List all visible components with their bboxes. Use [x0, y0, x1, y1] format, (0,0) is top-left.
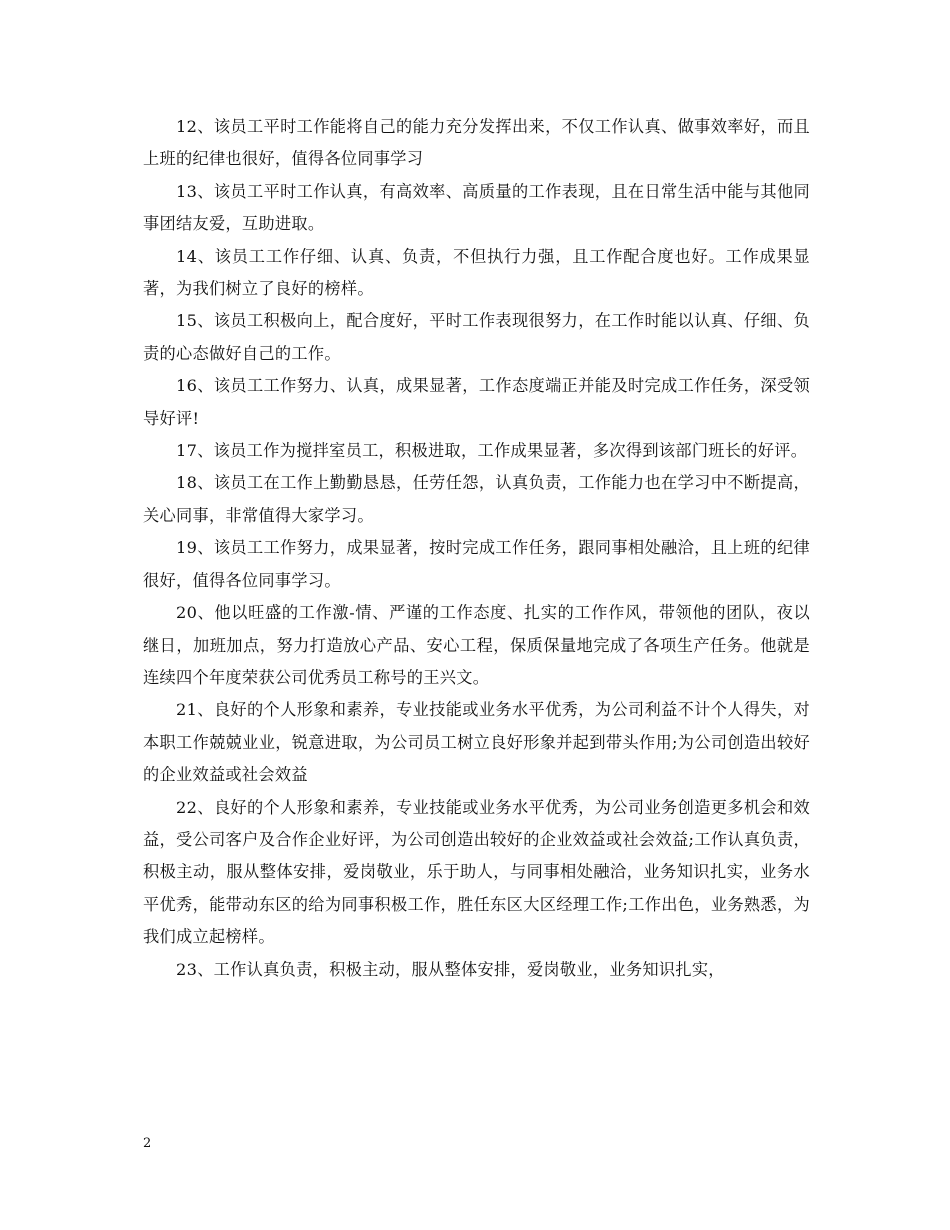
- paragraph-15: 15、该员工积极向上，配合度好，平时工作表现很努力，在工作时能以认真、仔细、负责的心态做好自己的工作。: [143, 311, 810, 363]
- paragraph-22: 22、良好的个人形象和素养，专业技能或业务水平优秀，为公司业务创造更多机会和效益，受公司客户及合作企业好评，为公司创造出较好的企业效益或社会效益;工作认真负责，积极主动，服从整体安排，爱岗敬业，乐于助人，与同事相处融洽，业务知识扎实，业务水平优秀，能带动东区的给为同事积极工作，胜任东区大区经理工作;工作出色，业务熟悉，为我们成立起榜样。: [143, 797, 810, 947]
- paragraph-14: 14、该员工工作仔细、认真、负责，不但执行力强，且工作配合度也好。工作成果显著，为我们树立了良好的榜样。: [143, 246, 810, 299]
- paragraph-23: 23、工作认真负责，积极主动，服从整体安排，爱岗敬业，业务知识扎实，: [176, 959, 725, 979]
- paragraph-19: 19、该员工工作努力，成果显著，按时完成工作任务，跟同事相处融洽，且上班的纪律很好，值得各位同事学习。: [143, 538, 810, 590]
- document-body: [143, 111, 810, 986]
- paragraph-20: 20、他以旺盛的工作激-情、严谨的工作态度、扎实的工作作风，带领他的团队，夜以继日，加班加点，努力打造放心产品、安心工程，保质保量地完成了各项生产任务。他就是连续四个年度荣获公司优秀员工称号的王兴文。: [143, 603, 810, 687]
- paragraph-17: 17、该员工作为搅拌室员工，积极进取，工作成果显著，多次得到该部门班长的好评。: [176, 441, 808, 461]
- paragraph-21: 21、良好的个人形象和素养，专业技能或业务水平优秀，为公司利益不计个人得失，对本职工作兢兢业业，锐意进取，为公司员工树立良好形象并起到带头作用;为公司创造出较好的企业效益或社会效益: [143, 700, 810, 785]
- paragraph-13: 13、该员工平时工作认真，有高效率、高质量的工作表现，且在日常生活中能与其他同事团结友爱，互助进取。: [143, 181, 810, 234]
- paragraph-16: 16、该员工工作努力、认真，成果显著，工作态度端正并能及时完成工作任务，深受领导好评!: [143, 376, 810, 428]
- page-number: 2: [143, 1136, 152, 1151]
- paragraph-18: 18、该员工在工作上勤勤恳恳，任劳任怨，认真负责，工作能力也在学习中不断提高，关心同事，非常值得大家学习。: [143, 473, 810, 525]
- paragraph-12: 12、该员工平时工作能将自己的能力充分发挥出来，不仅工作认真、做事效率好，而且上班的纪律也很好，值得各位同事学习: [143, 117, 810, 169]
